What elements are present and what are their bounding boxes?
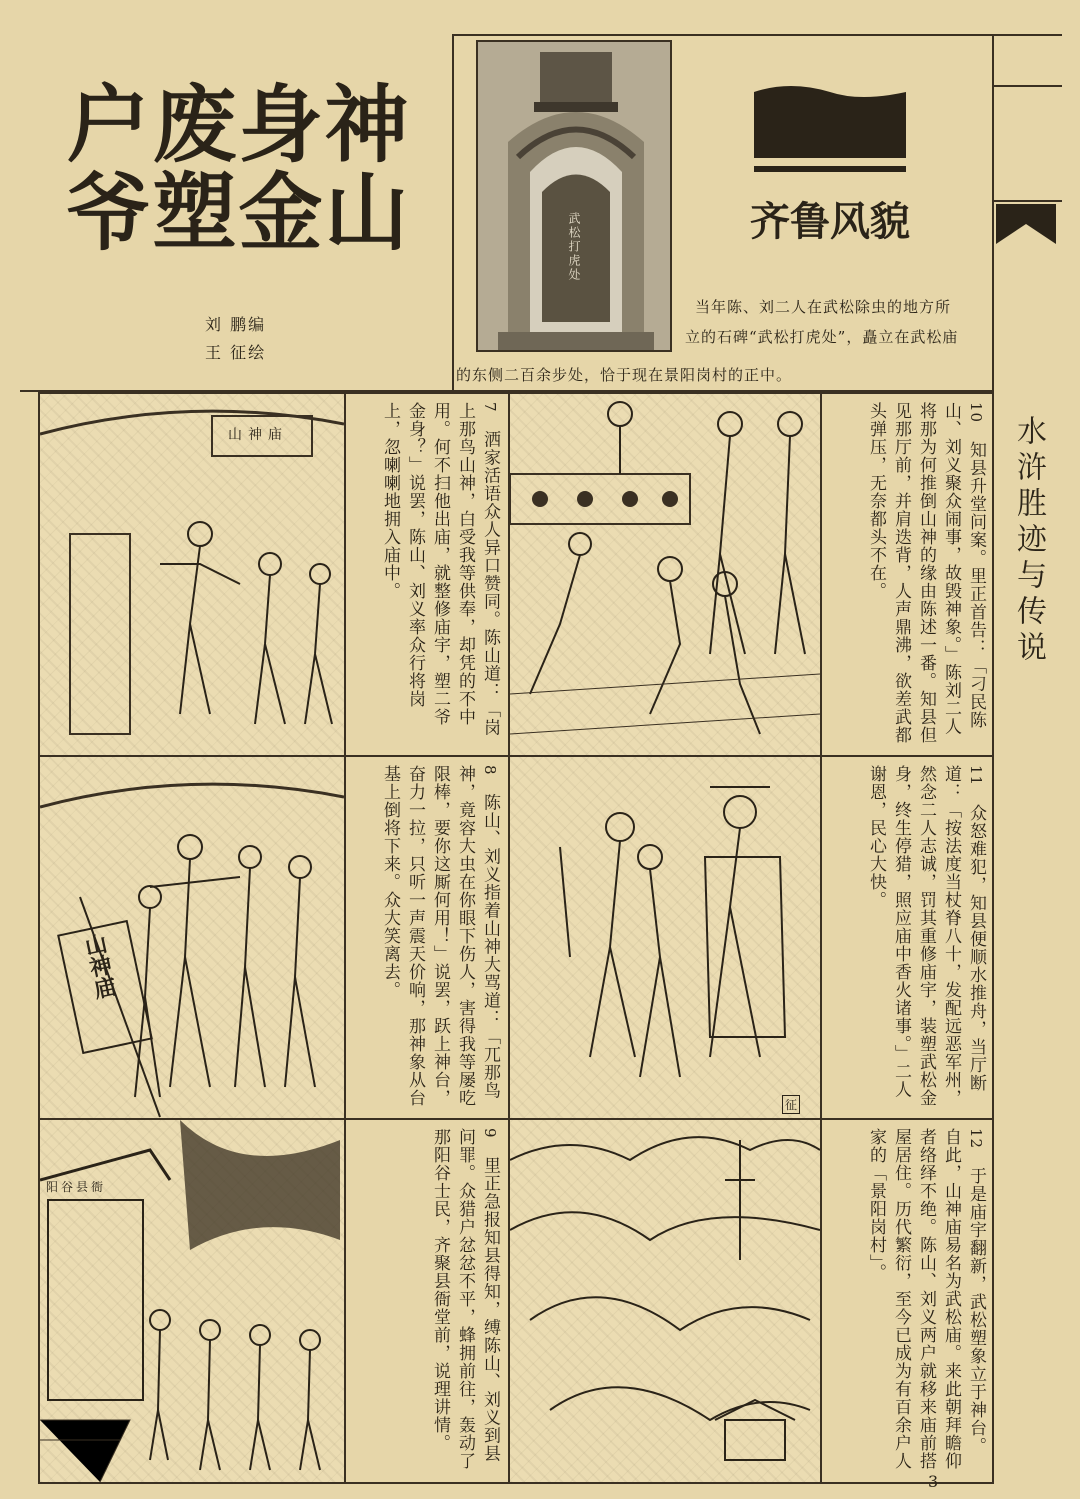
panel-7-illustration xyxy=(40,394,344,755)
panel-10-text xyxy=(828,402,988,747)
page-number: 3 xyxy=(928,1472,939,1491)
panel-9-sign: 阳谷县衙 xyxy=(46,1180,107,1194)
sidebar-flag-icon xyxy=(996,204,1056,248)
title-column-1: 神山 xyxy=(311,80,409,256)
panel-12-illustration xyxy=(510,1120,820,1482)
title-column-4: 户爷 xyxy=(53,80,151,256)
panel-8-illustration xyxy=(40,757,344,1118)
panel-12-number: 12 xyxy=(967,1128,985,1150)
stele-inscription: 武松打虎处 xyxy=(567,212,581,282)
artist-credit: 王 征绘 xyxy=(205,343,267,362)
panel-8-text xyxy=(352,765,502,1110)
stele-drawing xyxy=(478,42,672,352)
panel-7-body: 洒家活语众人异口赞同。陈山道：「岗上那鸟山神，白受我等供奉，却凭的不中用。何不扫他出庙，就整修庙宇，塑二爷金身？」说罢，陈山、刘义率众行将岗上，忽喇喇地拥入庙中。 xyxy=(380,402,500,737)
panel-11-text xyxy=(828,765,988,1110)
sidebar-section-label: 水浒胜迹与传说 xyxy=(1011,415,1046,667)
writer-credit: 刘 鹏编 xyxy=(205,315,267,334)
photo-caption-line-2: 立的石碑“武松打虎处”，矗立在武松庙 xyxy=(685,328,959,346)
panel-7-number: 7 xyxy=(481,402,499,413)
section-badge xyxy=(750,78,910,245)
panel-11-illustration xyxy=(510,757,820,1118)
panel-7-text xyxy=(352,402,502,742)
panel-8-sign-text: 山神庙 xyxy=(79,931,119,1002)
photo-caption-line-3: 的东侧二百余步处，恰于现在景阳岗村的正中。 xyxy=(456,366,793,384)
panel-12-text xyxy=(828,1128,988,1473)
panel-11-body: 众怒难犯，知县便顺水推舟，当厅断道：「按法度当杖脊八十，发配远恶军州，然念二人志诚，罚其重修庙宇，装塑武松金身，终生停猎，照应庙中香火诸事。」二人谢恩，民心大快。 xyxy=(866,765,986,1107)
title-column-2: 身金 xyxy=(225,80,323,256)
panel-9-body: 里正急报知县得知，缚陈山、刘义到县问罪。众猎户忿忿不平，蜂拥前往，轰动了那阳谷士民，齐聚县衙堂前，说理讲情。 xyxy=(430,1128,500,1470)
panel-11-number: 11 xyxy=(967,765,985,787)
panel-9-number: 9 xyxy=(481,1128,499,1139)
stele-photo xyxy=(476,40,672,352)
panel-12-body: 于是庙宇翻新，武松塑象立于神台。自此，山神庙易名为武松庙。来此朝拜瞻仰者络绎不绝。陈山、刘义两户就移来庙前搭屋居住。历代繁衍，至今已成为有百余户人家的「景阳岗村」。 xyxy=(866,1128,986,1470)
photo-caption-line-1: 当年陈、刘二人在武松除虫的地方所 xyxy=(695,298,952,316)
panel-7-sign: 山神庙 xyxy=(228,427,288,443)
panel-10-number: 10 xyxy=(967,402,985,424)
panel-9-illustration xyxy=(40,1120,344,1482)
panel-8-body: 陈山、刘义指着山神大骂道：「兀那鸟神，竟容大虫在你眼下伤人，害得我等屡吃限棒，要你这厮何用！」说罢，跃上神台，奋力一拉，只听一声震天价响，那神象从台基上倒将下来。众大笑离去。 xyxy=(380,765,500,1107)
title-column-3: 废塑 xyxy=(139,80,237,256)
badge-label: 齐鲁风貌 xyxy=(750,199,910,245)
panel-10-illustration xyxy=(510,394,820,755)
panel-8-number: 8 xyxy=(481,765,499,776)
artist-seal: 征 xyxy=(782,1095,800,1114)
panel-10-body: 知县升堂问案。里正首告：「刁民陈山、刘义聚众闹事，故毁神象。」陈刘二人将那为何推倒山神的缘由陈述一番。知县但见那厅前，并肩迭背，人声鼎沸，欲差武都头弹压，无奈都头不在。 xyxy=(866,402,986,744)
panel-9-text xyxy=(352,1128,502,1473)
